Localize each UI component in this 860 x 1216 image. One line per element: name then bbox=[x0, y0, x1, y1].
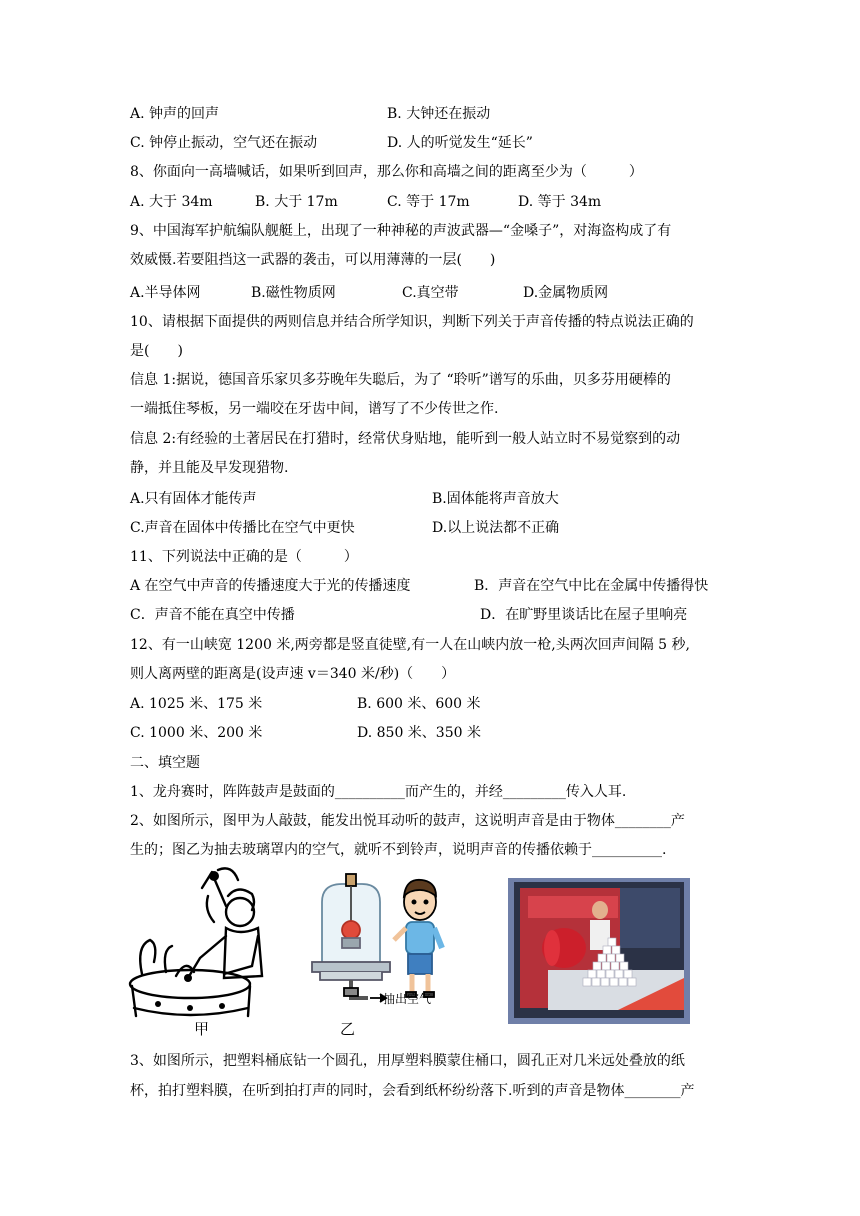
q8-option-d: D. 等于 34m bbox=[518, 194, 602, 210]
q8-option-c: C. 等于 17m bbox=[387, 194, 470, 210]
q11-option-c: C．声音不能在真空中传播 bbox=[130, 607, 295, 623]
figure-yi-caption: 乙 bbox=[340, 1020, 356, 1038]
q8-option-b: B. 大于 17m bbox=[255, 194, 338, 210]
q11-option-b: B．声音在空气中比在金属中传播得快 bbox=[474, 578, 709, 594]
q9-option-d: D.金属物质网 bbox=[523, 285, 609, 301]
q10-info2-line2: 静，并且能及早发现猎物. bbox=[130, 460, 289, 476]
q8-stem: 8、你面向一高墙喊话，如果听到回声，那么你和高墙之间的距离至少为（ ） bbox=[130, 164, 643, 180]
fill-q3-line1: 3、如图所示，把塑料桶底钻一个圆孔，用厚塑料膜蒙住桶口，圆孔正对几米远处叠放的纸 bbox=[130, 1053, 685, 1069]
q7-option-b: B. 大钟还在振动 bbox=[387, 106, 491, 122]
figure-jia-drummer bbox=[128, 866, 276, 1022]
q12-stem-line2: 则人离两壁的距离是(设声速 v＝340 米/秒)（ ） bbox=[130, 666, 456, 682]
q12-stem-line1: 12、有一山峡宽 1200 米,两旁都是竖直徒壁,有一人在山峡内放一枪,头两次回声间隔 5 秒, bbox=[130, 637, 690, 653]
q11-option-d: D．在旷野里谈话比在屋子里响亮 bbox=[480, 607, 688, 623]
fill-q2-line1: 2、如图所示，图甲为人敲鼓，能发出悦耳动听的鼓声，这说明声音是由于物体________产 bbox=[130, 813, 685, 829]
q9-stem-line2: 效威慑.若要阻挡这一武器的袭击，可以用薄薄的一层( ) bbox=[130, 252, 496, 268]
q10-info2-line1: 信息 2:有经验的土著居民在打猎时，经常伏身贴地，能听到一般人站立时不易觉察到的动 bbox=[130, 431, 681, 447]
q10-option-c: C.声音在固体中传播比在空气中更快 bbox=[130, 520, 355, 536]
q7-option-c: C. 钟停止振动，空气还在振动 bbox=[130, 135, 318, 151]
q12-option-a: A. 1025 米、175 米 bbox=[130, 696, 263, 712]
q12-option-c: C. 1000 米、200 米 bbox=[130, 725, 263, 741]
fill-q1: 1、龙舟赛时，阵阵鼓声是鼓面的__________而产生的，并经_________传入人耳. bbox=[130, 784, 627, 800]
q10-info1-line2: 一端抵住琴板，另一端咬在牙齿中间，谱写了不少传世之作. bbox=[130, 401, 499, 417]
q9-stem-line1: 9、中国海军护航编队舰艇上，出现了一种神秘的声波武器—“金嗓子”，对海盗构成了有 bbox=[130, 223, 672, 239]
q7-option-d: D. 人的听觉发生“延长” bbox=[387, 135, 533, 151]
q8-option-a: A. 大于 34m bbox=[130, 194, 213, 210]
fill-q2-line2: 生的；图乙为抽去玻璃罩内的空气，就听不到铃声，说明声音的传播依赖于__________. bbox=[130, 842, 667, 858]
q10-stem-line2: 是( ) bbox=[130, 343, 183, 359]
figure-cups-photo bbox=[508, 878, 690, 1024]
q9-option-a: A.半导体网 bbox=[130, 285, 201, 301]
q12-option-d: D. 850 米、350 米 bbox=[357, 725, 481, 741]
q9-option-c: C.真空带 bbox=[402, 285, 459, 301]
q9-option-b: B.磁性物质网 bbox=[251, 285, 336, 301]
section-heading: 二、填空题 bbox=[130, 755, 200, 771]
q10-option-a: A.只有固体才能传声 bbox=[130, 491, 257, 507]
q10-option-b: B.固体能将声音放大 bbox=[432, 491, 559, 507]
fill-q3-line2: 杯，拍打塑料膜，在听到拍打声的同时，会看到纸杯纷纷落下.听到的声音是物体________产 bbox=[130, 1083, 695, 1099]
q12-option-b: B. 600 米、600 米 bbox=[357, 696, 481, 712]
q10-option-d: D.以上说法都不正确 bbox=[432, 520, 560, 536]
pump-label: 抽出空气 bbox=[383, 992, 432, 1006]
q7-option-a: A. 钟声的回声 bbox=[130, 106, 220, 122]
q11-option-a: A 在空气中声音的传播速度大于光的传播速度 bbox=[130, 578, 411, 594]
q11-stem: 11、下列说法中正确的是（ ） bbox=[130, 549, 358, 565]
figure-jia-caption: 甲 bbox=[194, 1020, 210, 1038]
q10-stem-line1: 10、请根据下面提供的两则信息并结合所学知识，判断下列关于声音传播的特点说法正确的 bbox=[130, 314, 694, 330]
q10-info1-line1: 信息 1:据说，德国音乐家贝多芬晚年失聪后，为了 “聆听”谱写的乐曲，贝多芬用硬棒的 bbox=[130, 372, 671, 388]
